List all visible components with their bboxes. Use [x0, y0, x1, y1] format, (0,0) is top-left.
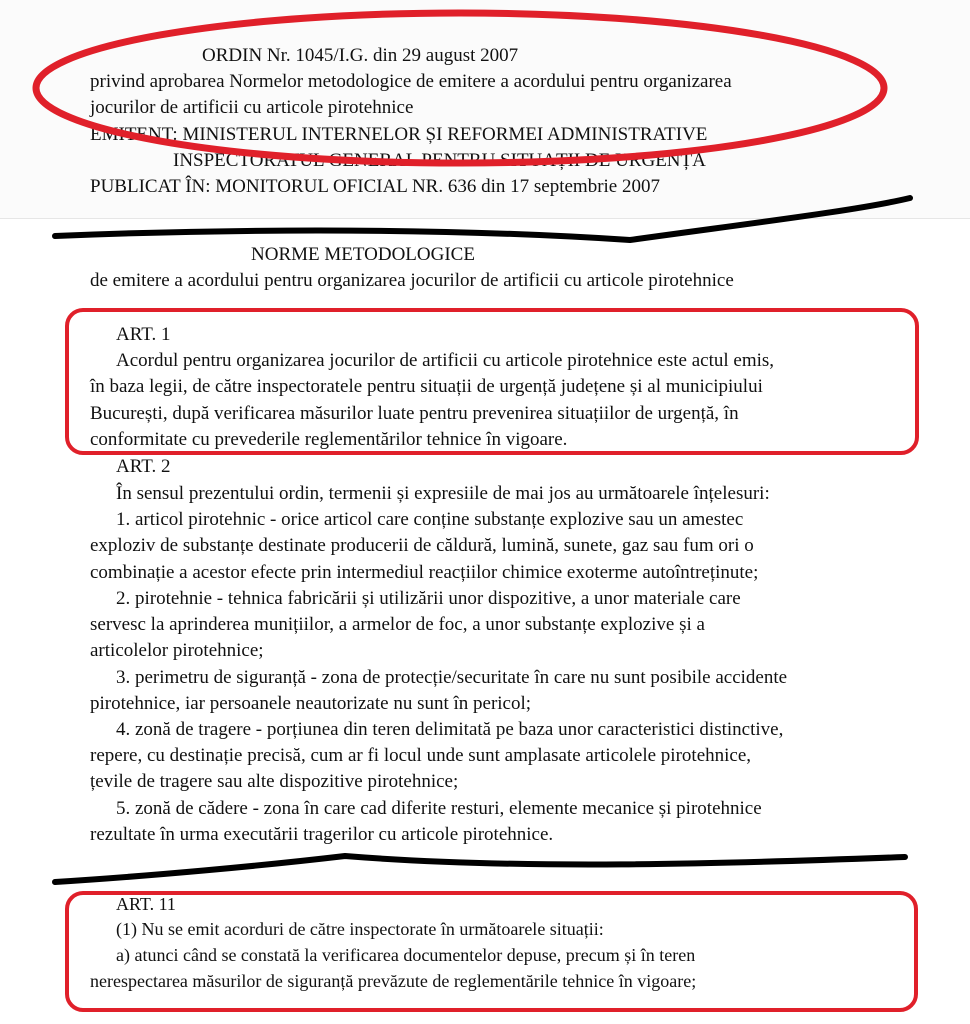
- order-title: ORDIN Nr. 1045/I.G. din 29 august 2007: [202, 45, 519, 66]
- article-2-line: În sensul prezentului ordin, termenii și expresiile de mai jos au următoarele înțelesuri:: [116, 483, 770, 504]
- article-2-line: 2. pirotehnie - tehnica fabricării și utilizării unor dispozitive, a unor materiale care: [116, 588, 741, 609]
- inspectorate-line: INSPECTORATUL GENERAL PENTRU SITUAȚII DE URGENȚĂ: [173, 150, 706, 171]
- article-2-heading: ART. 2: [116, 456, 171, 477]
- order-subject-line-1: privind aprobarea Normelor metodologice de emitere a acordului pentru organizarea: [90, 71, 732, 92]
- article-2-line: combinație a acestor efecte prin intermediul reacțiilor chimice exoterme autoîntreținute;: [90, 562, 759, 583]
- article-11-line: (1) Nu se emit acorduri de către inspectorate în următoarele situații:: [116, 919, 604, 939]
- article-11-line: nerespectarea măsurilor de siguranță prevăzute de reglementările tehnice în vigoare;: [90, 971, 697, 991]
- article-2-line: articolelor pirotehnice;: [90, 640, 264, 661]
- issuer-line: EMITENT: MINISTERUL INTERNELOR ȘI REFORMEI ADMINISTRATIVE: [90, 124, 708, 145]
- article-2-line: rezultate în urma executării tragerilor cu articole pirotehnice.: [90, 824, 554, 845]
- article-11-heading: ART. 11: [116, 894, 176, 914]
- article-2-line: 3. perimetru de siguranță - zona de protecție/securitate în care nu sunt posibile accidente: [116, 667, 788, 688]
- order-subject-line-2: jocurilor de artificii cu articole pirotehnice: [90, 97, 414, 118]
- article-2-line: țevile de tragere sau alte dispozitive pirotehnice;: [90, 771, 459, 792]
- article-1-line: București, după verificarea măsurilor luate pentru prevenirea situațiilor de urgență, în: [90, 403, 739, 424]
- published-line: PUBLICAT ÎN: MONITORUL OFICIAL NR. 636 din 17 septembrie 2007: [90, 176, 660, 197]
- article-2-line: repere, cu destinație precisă, cum ar fi locul unde sunt amplasate articolele pirotehnice,: [90, 745, 752, 766]
- norme-title: NORME METODOLOGICE: [251, 244, 475, 265]
- divider-bottom: [55, 856, 905, 882]
- article-2-line: pirotehnice, iar persoanele neautorizate nu sunt în pericol;: [90, 693, 532, 714]
- article-2-line: 1. articol pirotehnic - orice articol care conține substanțe explozive sau un amestec: [116, 509, 744, 530]
- article-1-line: în baza legii, de către inspectoratele pentru situații de urgență județene și al municipiului: [90, 376, 763, 397]
- article-2-line: 4. zonă de tragere - porțiunea din teren delimitată pe baza unor caracteristici distinctive,: [116, 719, 784, 740]
- article-11-line: a) atunci când se constată la verificarea documentelor depuse, precum și în teren: [116, 945, 696, 965]
- article-2-line: servesc la aprinderea munițiilor, a armelor de foc, a unor substanțe explozive și a: [90, 614, 705, 635]
- article-2-line: exploziv de substanțe destinate producerii de căldură, lumină, sunete, gaz sau fum ori o: [90, 535, 754, 556]
- norme-subtitle: de emitere a acordului pentru organizarea jocurilor de artificii cu articole pirotehnice: [90, 270, 734, 291]
- article-1-line: conformitate cu prevederile reglementărilor tehnice în vigoare.: [90, 429, 568, 450]
- article-1-heading: ART. 1: [116, 324, 171, 345]
- article-1-line: Acordul pentru organizarea jocurilor de artificii cu articole pirotehnice este actul emis,: [116, 350, 775, 371]
- article-2-line: 5. zonă de cădere - zona în care cad diferite resturi, elemente mecanice și pirotehnice: [116, 798, 762, 819]
